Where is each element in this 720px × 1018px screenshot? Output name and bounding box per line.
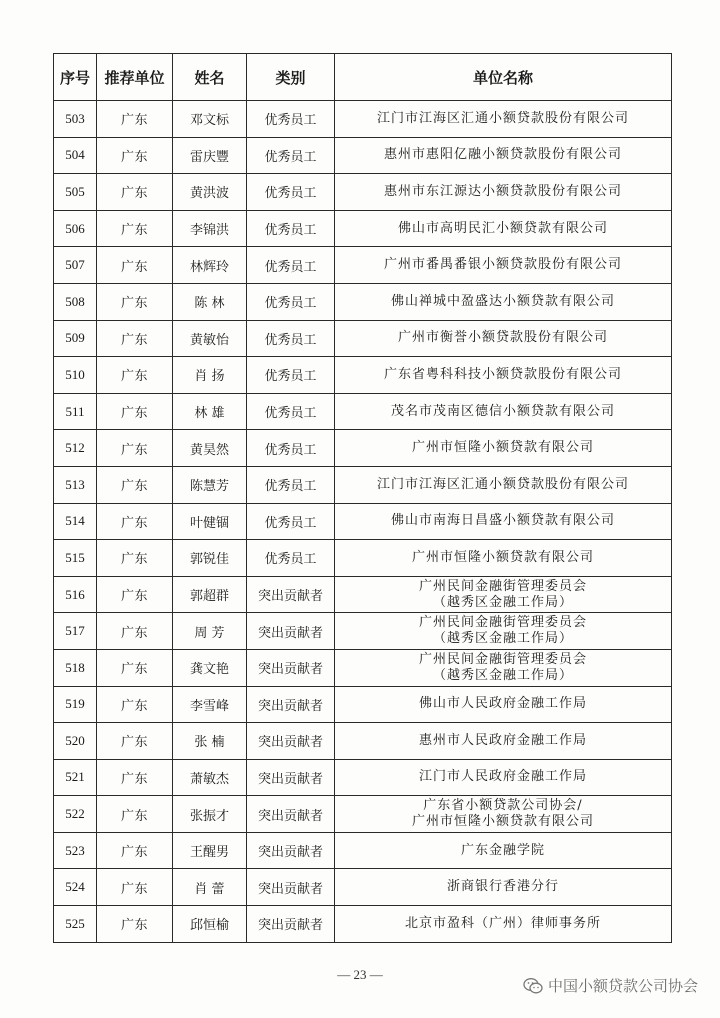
person-name: 邓文标 — [173, 101, 247, 138]
recommending-unit: 广东 — [97, 283, 173, 320]
recommending-unit: 广东 — [97, 796, 173, 833]
organization-name-line: 佛山市人民政府金融工作局 — [418, 696, 587, 712]
organization-name — [335, 540, 672, 577]
recommending-unit: 广东 — [97, 393, 173, 430]
row-number: 504 — [54, 137, 97, 174]
table-row — [54, 174, 672, 211]
person-name: 郭锐佳 — [173, 540, 247, 577]
row-number: 513 — [54, 466, 97, 503]
award-category: 优秀员工 — [247, 101, 335, 138]
organization-name — [335, 247, 672, 284]
award-category: 突出贡献者 — [247, 869, 335, 906]
organization-name-line: 广州民间金融街管理委员会 — [418, 615, 587, 631]
recommending-unit: 广东 — [97, 357, 173, 394]
row-number: 517 — [54, 613, 97, 650]
person-name: 张振才 — [173, 796, 247, 833]
organization-name-line: 茂名市茂南区德信小额贷款有限公司 — [390, 403, 615, 419]
table-row — [54, 283, 672, 320]
award-category: 优秀员工 — [247, 357, 335, 394]
person-name: 萧敏杰 — [173, 759, 247, 796]
row-number: 522 — [54, 796, 97, 833]
header-cell-name: 姓名 — [173, 54, 247, 101]
organization-name — [335, 686, 672, 723]
award-category: 优秀员工 — [247, 210, 335, 247]
organization-name-line: 江门市江海区汇通小额贷款股份有限公司 — [376, 476, 629, 492]
award-category: 突出贡献者 — [247, 649, 335, 686]
organization-name — [335, 466, 672, 503]
table-row — [54, 393, 672, 430]
person-name: 邱恒榆 — [173, 906, 247, 943]
row-number: 518 — [54, 649, 97, 686]
award-category: 优秀员工 — [247, 247, 335, 284]
organization-name — [335, 101, 672, 138]
row-number: 512 — [54, 430, 97, 467]
person-name: 李锦洪 — [173, 210, 247, 247]
award-category: 突出贡献者 — [247, 576, 335, 613]
table-row — [54, 613, 672, 650]
table-row — [54, 210, 672, 247]
organization-name — [335, 576, 672, 613]
table-row — [54, 101, 672, 138]
recommending-unit: 广东 — [97, 649, 173, 686]
recommending-unit: 广东 — [97, 137, 173, 174]
person-name: 黄敏怡 — [173, 320, 247, 357]
award-category: 优秀员工 — [247, 283, 335, 320]
award-category: 优秀员工 — [247, 174, 335, 211]
organization-name — [335, 759, 672, 796]
row-number: 524 — [54, 869, 97, 906]
header-cell-unit: 单位名称 — [335, 54, 672, 101]
organization-name-line: 惠州市人民政府金融工作局 — [418, 732, 587, 748]
table-row — [54, 466, 672, 503]
row-number: 503 — [54, 101, 97, 138]
row-number: 520 — [54, 723, 97, 760]
row-number: 523 — [54, 832, 97, 869]
table-row — [54, 869, 672, 906]
row-number: 509 — [54, 320, 97, 357]
award-category: 突出贡献者 — [247, 759, 335, 796]
organization-name-line: （越秀区金融工作局） — [432, 631, 573, 647]
organization-name-line: 广州民间金融街管理委员会 — [418, 578, 587, 594]
organization-name-line: 广州市恒隆小额贷款有限公司 — [411, 549, 594, 565]
recommending-unit: 广东 — [97, 503, 173, 540]
award-category: 优秀员工 — [247, 393, 335, 430]
row-number: 507 — [54, 247, 97, 284]
row-number: 521 — [54, 759, 97, 796]
recommending-unit: 广东 — [97, 723, 173, 760]
organization-name-line: 广州市番禺番银小额贷款股份有限公司 — [383, 257, 622, 273]
recommending-unit: 广东 — [97, 759, 173, 796]
person-name: 黄昊然 — [173, 430, 247, 467]
person-name: 张 楠 — [173, 723, 247, 760]
person-name: 雷庆豐 — [173, 137, 247, 174]
header-cell-no: 序号 — [54, 54, 97, 101]
row-number: 525 — [54, 906, 97, 943]
row-number: 516 — [54, 576, 97, 613]
award-category: 突出贡献者 — [247, 796, 335, 833]
row-number: 510 — [54, 357, 97, 394]
person-name: 林辉玲 — [173, 247, 247, 284]
recommending-unit: 广东 — [97, 210, 173, 247]
person-name: 李雪峰 — [173, 686, 247, 723]
organization-name-line: 惠州市惠阳亿融小额贷款股份有限公司 — [383, 147, 622, 163]
recommending-unit: 广东 — [97, 576, 173, 613]
organization-name — [335, 320, 672, 357]
recommending-unit: 广东 — [97, 869, 173, 906]
organization-name-line: （越秀区金融工作局） — [432, 667, 573, 683]
person-name: 王醒男 — [173, 832, 247, 869]
recommending-unit: 广东 — [97, 466, 173, 503]
organization-name-line: 广州市恒隆小额贷款有限公司 — [411, 440, 594, 456]
person-name: 陈慧芳 — [173, 466, 247, 503]
page-number: — 23 — — [337, 967, 383, 982]
organization-name — [335, 174, 672, 211]
person-name: 林 雄 — [173, 393, 247, 430]
award-category: 优秀员工 — [247, 137, 335, 174]
organization-name — [335, 906, 672, 943]
award-category: 突出贡献者 — [247, 613, 335, 650]
header-row — [54, 54, 672, 101]
table-header — [54, 54, 672, 101]
table-row — [54, 649, 672, 686]
awardee-table — [53, 53, 672, 943]
award-category: 突出贡献者 — [247, 906, 335, 943]
organization-name — [335, 357, 672, 394]
award-category: 突出贡献者 — [247, 686, 335, 723]
organization-name-line: （越秀区金融工作局） — [432, 594, 573, 610]
recommending-unit: 广东 — [97, 906, 173, 943]
table-row — [54, 906, 672, 943]
watermark-text: 中国小额贷款公司协会 — [547, 977, 698, 995]
recommending-unit: 广东 — [97, 101, 173, 138]
organization-name-line: 江门市江海区汇通小额贷款股份有限公司 — [376, 110, 629, 126]
table-row — [54, 759, 672, 796]
row-number: 515 — [54, 540, 97, 577]
wechat-icon — [523, 977, 543, 995]
organization-name-line: 北京市盈科（广州）律师事务所 — [404, 915, 601, 931]
organization-name — [335, 869, 672, 906]
recommending-unit: 广东 — [97, 320, 173, 357]
header-cell-category: 类别 — [247, 54, 335, 101]
person-name: 黄洪波 — [173, 174, 247, 211]
recommending-unit: 广东 — [97, 247, 173, 284]
watermark — [523, 975, 698, 996]
organization-name — [335, 649, 672, 686]
organization-name-line: 佛山禅城中盈盛达小额贷款有限公司 — [390, 293, 615, 309]
header-cell-org: 推荐单位 — [97, 54, 173, 101]
table-row — [54, 796, 672, 833]
row-number: 506 — [54, 210, 97, 247]
organization-name — [335, 796, 672, 833]
organization-name — [335, 723, 672, 760]
recommending-unit: 广东 — [97, 686, 173, 723]
table-row — [54, 540, 672, 577]
organization-name-line: 广州市恒隆小额贷款有限公司 — [411, 814, 594, 830]
person-name: 周 芳 — [173, 613, 247, 650]
person-name: 肖 蕾 — [173, 869, 247, 906]
table-row — [54, 503, 672, 540]
table-row — [54, 137, 672, 174]
organization-name — [335, 283, 672, 320]
organization-name — [335, 210, 672, 247]
table-row — [54, 320, 672, 357]
award-category: 突出贡献者 — [247, 832, 335, 869]
recommending-unit: 广东 — [97, 832, 173, 869]
organization-name — [335, 137, 672, 174]
organization-name — [335, 613, 672, 650]
table-row — [54, 430, 672, 467]
award-category: 突出贡献者 — [247, 723, 335, 760]
recommending-unit: 广东 — [97, 613, 173, 650]
table-row — [54, 686, 672, 723]
organization-name — [335, 832, 672, 869]
organization-name-line: 广东金融学院 — [460, 842, 545, 858]
person-name: 龚文艳 — [173, 649, 247, 686]
person-name: 肖 扬 — [173, 357, 247, 394]
row-number: 511 — [54, 393, 97, 430]
person-name: 叶健锢 — [173, 503, 247, 540]
organization-name-line: 广州市衡誉小额贷款股份有限公司 — [397, 330, 608, 346]
award-category: 优秀员工 — [247, 320, 335, 357]
organization-name — [335, 503, 672, 540]
table-row — [54, 247, 672, 284]
row-number: 505 — [54, 174, 97, 211]
award-category: 优秀员工 — [247, 503, 335, 540]
recommending-unit: 广东 — [97, 174, 173, 211]
recommending-unit: 广东 — [97, 430, 173, 467]
organization-name-line: 佛山市高明民汇小额贷款有限公司 — [397, 220, 608, 236]
table-row — [54, 576, 672, 613]
organization-name-line: 浙商银行香港分行 — [446, 879, 559, 895]
row-number: 514 — [54, 503, 97, 540]
table-row — [54, 357, 672, 394]
organization-name-line: 惠州市东江源达小额贷款股份有限公司 — [383, 183, 622, 199]
person-name: 陈 林 — [173, 283, 247, 320]
organization-name-line: 佛山市南海日昌盛小额贷款有限公司 — [390, 513, 615, 529]
table-body — [54, 101, 672, 943]
award-category: 优秀员工 — [247, 466, 335, 503]
award-category: 优秀员工 — [247, 430, 335, 467]
organization-name-line: 广东省小额贷款公司协会/ — [423, 798, 583, 814]
organization-name — [335, 393, 672, 430]
row-number: 508 — [54, 283, 97, 320]
organization-name — [335, 430, 672, 467]
organization-name-line: 广东省粤科科技小额贷款股份有限公司 — [383, 366, 622, 382]
award-category: 优秀员工 — [247, 540, 335, 577]
table-row — [54, 723, 672, 760]
person-name: 郭超群 — [173, 576, 247, 613]
table-row — [54, 832, 672, 869]
row-number: 519 — [54, 686, 97, 723]
organization-name-line: 广州民间金融街管理委员会 — [418, 651, 587, 667]
organization-name-line: 江门市人民政府金融工作局 — [418, 769, 587, 785]
recommending-unit: 广东 — [97, 540, 173, 577]
